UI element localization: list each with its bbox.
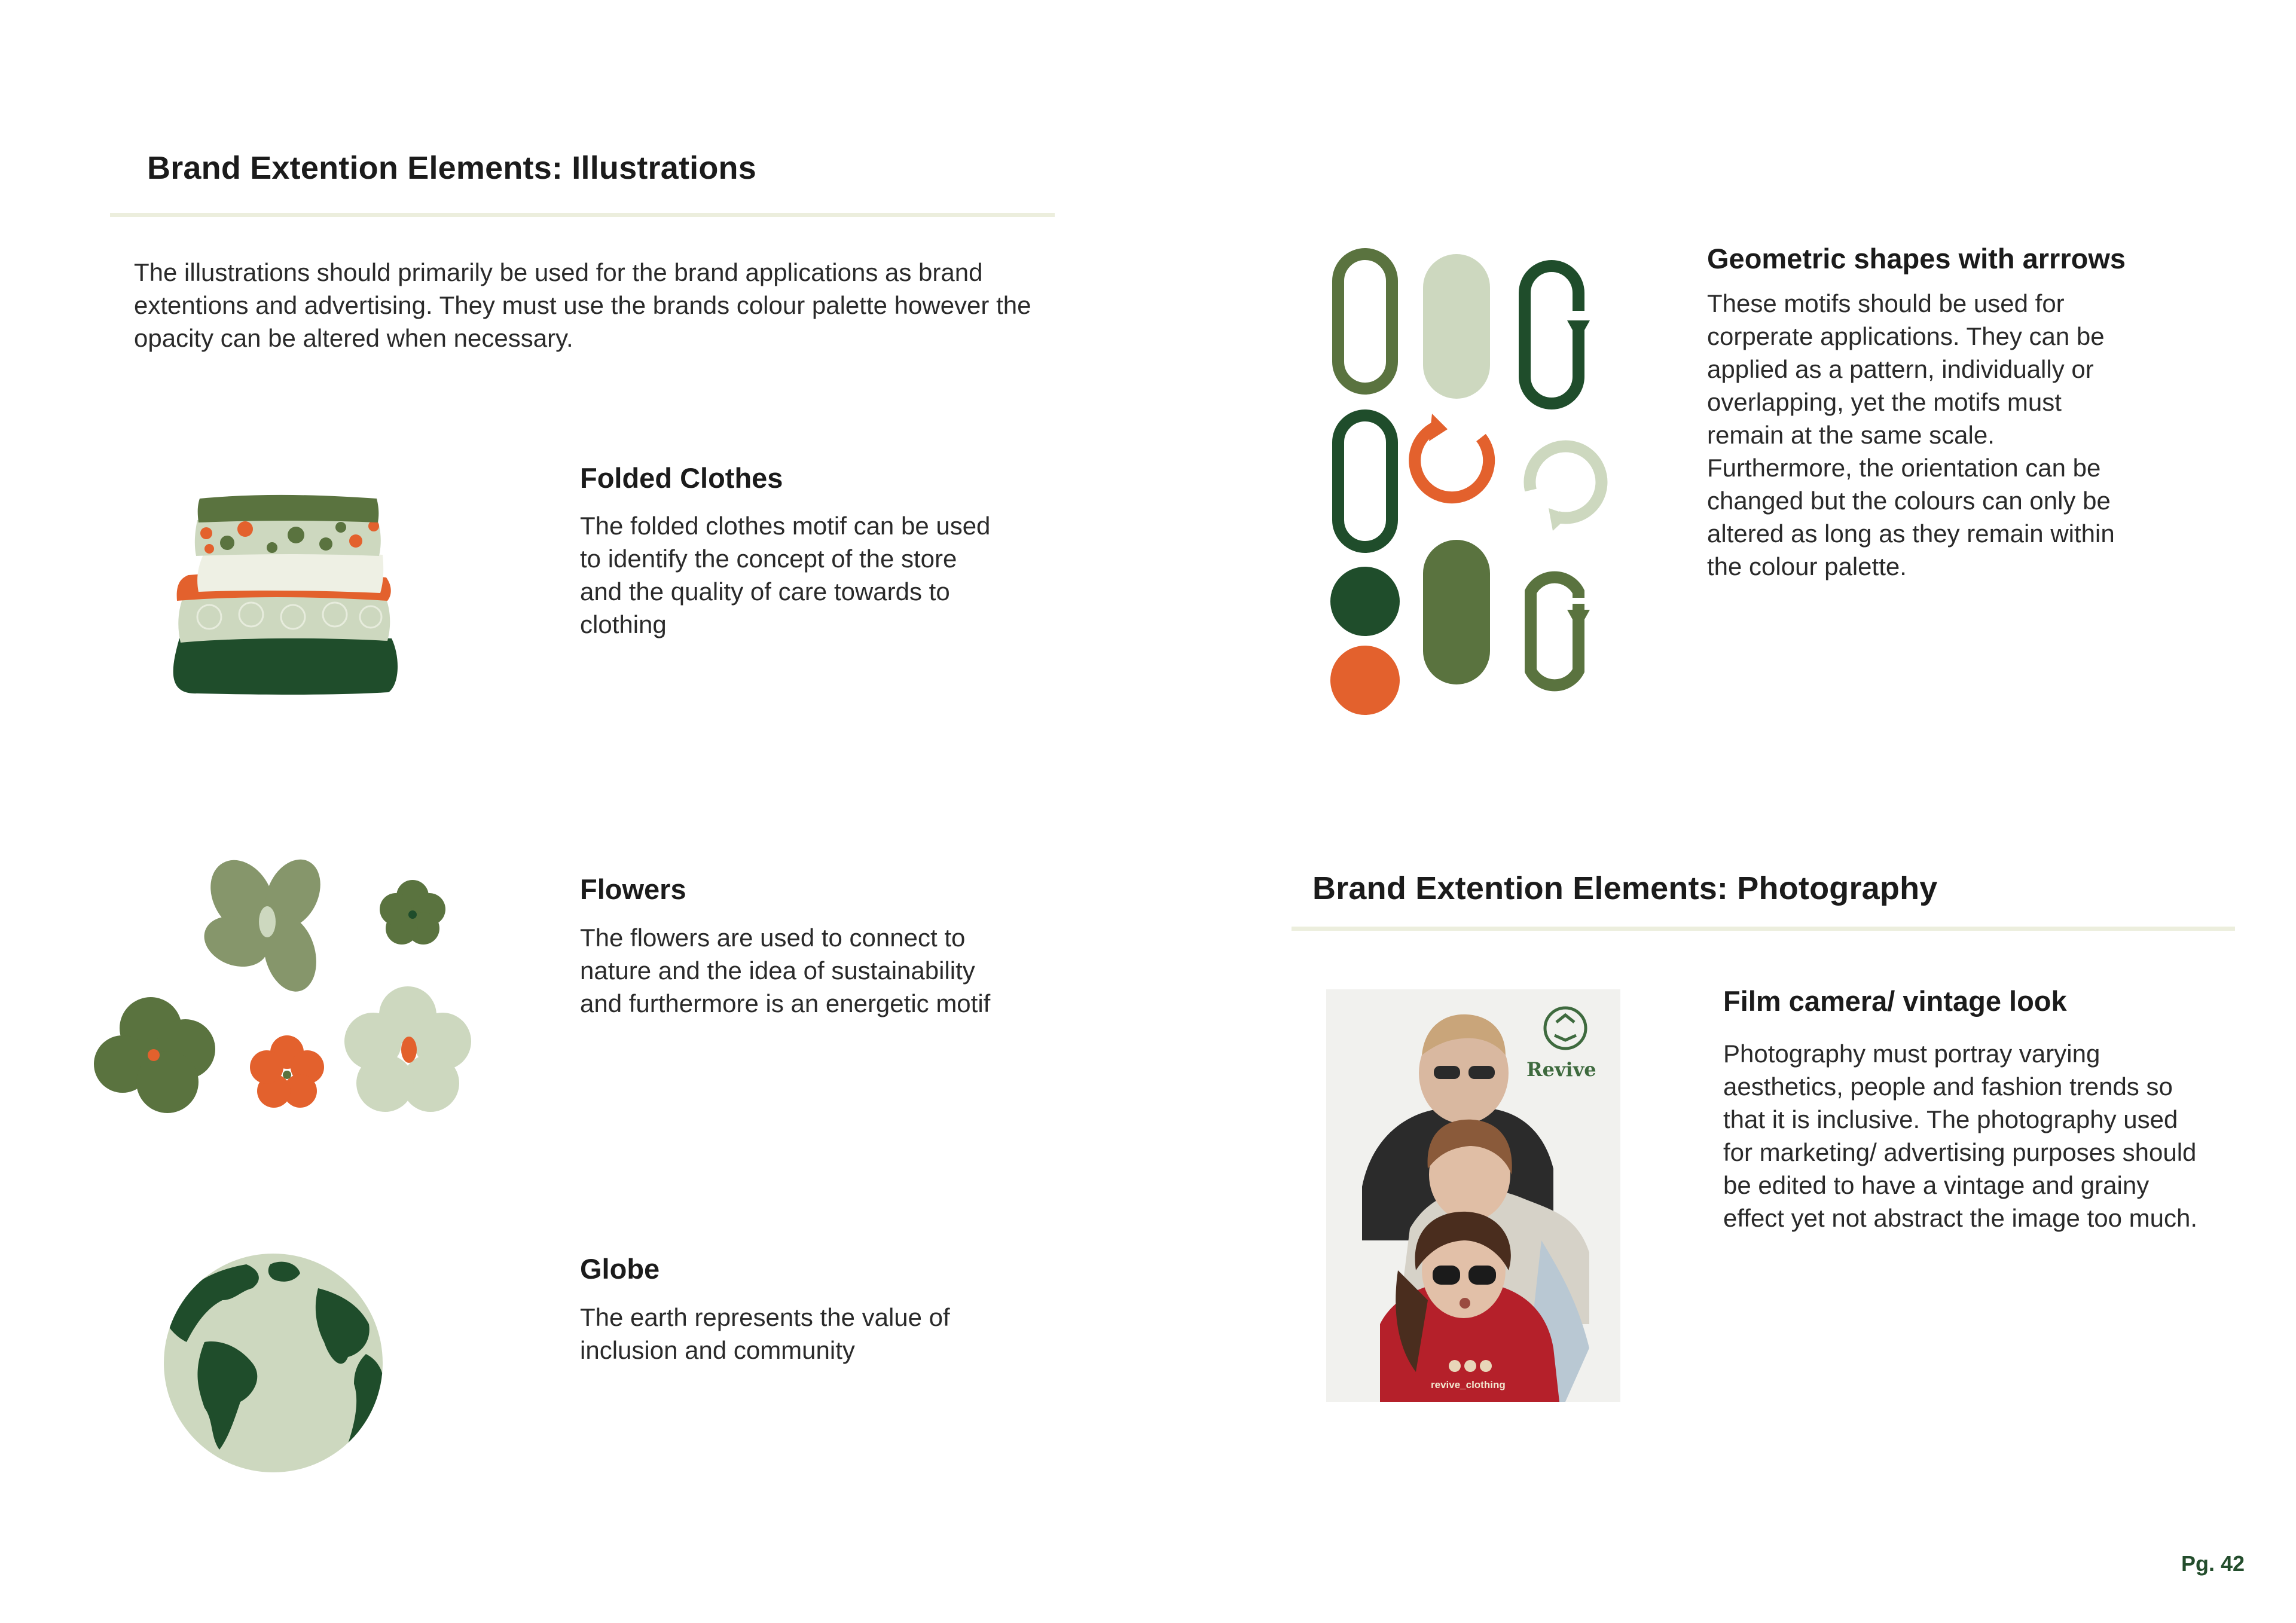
poster-photo	[1326, 989, 1620, 1402]
photography-divider	[1292, 927, 2235, 931]
flowers-illustration	[87, 852, 475, 1133]
flowers-desc: The flowers are used to connect to nature and the idea of sustainability and furthermore is an energetic motif	[580, 924, 991, 1017]
geometric-desc: These motifs should be used for corperate applications. They can be applied as a pattern, individually or overlapping, yet the motifs must remain at the same scale. Furthermore, the orientation can be changed but the colours can only be altered as long as they remain within the colour palette.	[1707, 289, 2115, 580]
folded-clothes-desc: The folded clothes motif can be used to identify the concept of the store and the quality of care towards to clothing	[580, 512, 991, 638]
geometric-title: Geometric shapes with arrrows	[1707, 243, 2126, 274]
folded-clothes-title: Folded Clothes	[580, 462, 783, 494]
page-number: Pg. 42	[2181, 1551, 2245, 1576]
globe-title: Globe	[580, 1253, 660, 1285]
globe-illustration	[163, 1252, 384, 1474]
globe-desc: The earth represents the value of inclusion and community	[580, 1303, 950, 1364]
geometric-shapes-illustration	[1324, 245, 1623, 723]
photography-poster	[1326, 989, 1620, 1402]
photography-title: Brand Extention Elements: Photography	[1312, 870, 1938, 906]
title-divider	[110, 213, 1055, 217]
film-title: Film camera/ vintage look	[1723, 985, 2067, 1017]
poster-brand: Revive	[1526, 1058, 1596, 1081]
illustrations-intro: The illustrations should primarily be used for the brand applications as brand extentions and advertising. They must use the brands colour palette however the opacity can be altered when necessary.	[134, 258, 1031, 352]
illustrations-title: Brand Extention Elements: Illustrations	[147, 150, 756, 186]
poster-handle: revive_clothing	[1431, 1379, 1506, 1390]
flowers-title: Flowers	[580, 873, 686, 905]
film-desc: Photography must portray varying aesthetics, people and fashion trends so that it is inclusive. The photography used for marketing/ advertising purposes should be edited to have a vintage and grainy effect yet not abstract the image too much.	[1723, 1040, 2197, 1232]
folded-clothes-illustration	[161, 478, 413, 699]
